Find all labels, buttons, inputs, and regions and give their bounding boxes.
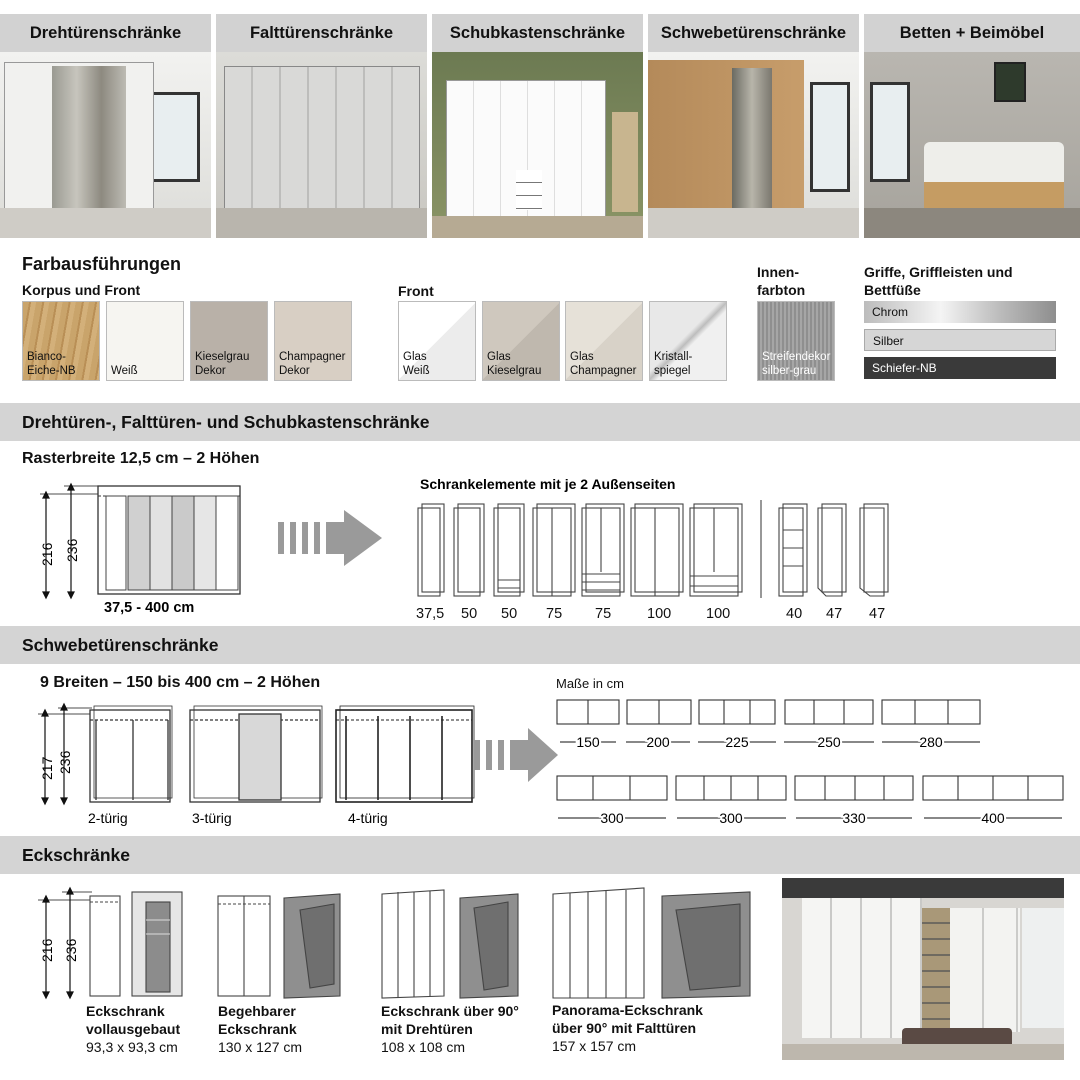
swatch-champagner[interactable]: [274, 301, 352, 381]
corner-caption-3: [381, 1002, 519, 1056]
category-tab-falttueren[interactable]: [216, 14, 427, 238]
swatch-glas-champagner[interactable]: [565, 301, 643, 381]
swatch-label: Kieselgrau Dekor: [195, 351, 250, 377]
category-image-drehtueren: [0, 52, 211, 238]
element-width: 40: [786, 606, 803, 622]
swatch-bianco-eiche[interactable]: [22, 301, 100, 381]
section-title-eckschraenke: Eckschränke: [0, 836, 1080, 874]
corner-size: 108 x 108 cm: [381, 1039, 466, 1055]
arrow-icon: [474, 728, 558, 782]
width-value: 300: [600, 810, 624, 826]
corner-caption-1: [86, 1002, 180, 1056]
corner-name: vollausgebaut: [86, 1021, 181, 1037]
section-title-drehtueren: Drehtüren-, Falttüren- und Schubkastenschränke: [0, 403, 1080, 441]
handle-schiefer[interactable]: [864, 357, 1056, 379]
wardrobe-3door: [190, 706, 322, 802]
element-width: 50: [501, 606, 518, 622]
corner-size: 130 x 127 cm: [218, 1039, 303, 1055]
category-image-betten: [864, 52, 1080, 238]
swatch-streifendekor[interactable]: [757, 301, 835, 381]
korpus-label: Korpus und Front: [22, 282, 141, 298]
corner-name: Eckschrank über 90°: [381, 1003, 519, 1019]
door-type-label: 2-türig: [88, 810, 128, 826]
dim-217: 217: [39, 756, 55, 780]
corner-name: Eckschrank: [86, 1003, 165, 1019]
section2-diagram: [0, 694, 1080, 834]
corner-unit-3: [382, 890, 518, 998]
width-value: 150: [576, 734, 600, 750]
element-width: 47: [869, 606, 886, 622]
width-value: 225: [725, 734, 749, 750]
element-width: 75: [595, 606, 612, 622]
category-image-schubkasten: [432, 52, 643, 238]
width-value: 200: [646, 734, 670, 750]
width-value: 330: [842, 810, 866, 826]
corner-unit-2: [218, 894, 340, 998]
corner-size: 93,3 x 93,3 cm: [86, 1039, 178, 1055]
corner-caption-2: [218, 1002, 302, 1056]
swatch-label: Champagner Dekor: [279, 351, 346, 377]
swatch-kieselgrau[interactable]: [190, 301, 268, 381]
door-type-label: 4-türig: [348, 810, 388, 826]
category-tab-schwebetueren[interactable]: [648, 14, 859, 238]
width-value: 300: [719, 810, 743, 826]
element-width: 50: [461, 606, 478, 622]
category-label: Betten + Beimöbel: [864, 14, 1080, 52]
width-range: 37,5 - 400 cm: [104, 600, 195, 616]
swatch-label: Weiß: [111, 365, 138, 377]
corner-name: Eckschrank: [218, 1021, 297, 1037]
corner-unit-1: [90, 892, 182, 996]
swatch-label: Bianco- Eiche-NB: [27, 351, 76, 377]
width-options-row2: [557, 776, 1063, 800]
element-width: 100: [647, 606, 672, 622]
section1-diagram: [0, 470, 1080, 625]
handle-label: Schiefer-NB: [872, 361, 937, 375]
door-type-label: 3-türig: [192, 810, 232, 826]
handle-label: Silber: [873, 334, 904, 348]
swatch-glas-kieselgrau[interactable]: [482, 301, 560, 381]
corner-size: 157 x 157 cm: [552, 1038, 637, 1054]
width-options-row1: [557, 700, 980, 724]
category-label: Schwebetürenschränke: [648, 14, 859, 52]
innen-label: Innen- farbton: [757, 264, 806, 298]
element-width: 100: [706, 606, 731, 622]
wardrobe-2door: [90, 706, 172, 802]
wardrobe-drawing: [98, 486, 240, 594]
elements-title: Schrankelemente mit je 2 Außenseiten: [420, 476, 676, 492]
width-value: 280: [919, 734, 943, 750]
corner-caption-4: [552, 1001, 703, 1055]
colors-title: Farbausführungen: [22, 254, 182, 274]
corner-name: mit Drehtüren: [381, 1021, 473, 1037]
element-width: 47: [826, 606, 843, 622]
element-width: 75: [546, 606, 563, 622]
section2-subtitle: 9 Breiten – 150 bis 400 cm – 2 Höhen: [40, 674, 321, 691]
width-value: 250: [817, 734, 841, 750]
section-title-schwebetueren: Schwebetürenschränke: [0, 626, 1080, 664]
corner-name: über 90° mit Falttüren: [552, 1020, 697, 1036]
griffe-label: Griffe, Griffleisten und Bettfüße: [864, 264, 1013, 298]
corner-name: Panorama-Eckschrank: [552, 1002, 703, 1018]
handle-label: Chrom: [872, 305, 909, 319]
dim-236: 236: [57, 750, 73, 774]
swatch-label: Glas Kieselgrau: [487, 351, 542, 377]
dim-236: 236: [64, 538, 80, 562]
handle-silber[interactable]: [864, 329, 1056, 351]
corner-unit-4: [553, 888, 750, 998]
swatch-kristallspiegel[interactable]: [649, 301, 727, 381]
swatch-label: Streifendekor silber-grau: [762, 351, 831, 377]
category-image-schwebetueren: [648, 52, 859, 238]
corner-room-photo: [782, 878, 1064, 1060]
element-units: [418, 500, 888, 598]
category-label: Schubkastenschränke: [432, 14, 643, 52]
category-tab-schubkasten[interactable]: [432, 14, 643, 238]
swatch-label: Glas Champagner: [570, 351, 637, 377]
corner-name: Begehbarer: [218, 1003, 296, 1019]
category-label: Drehtürenschränke: [0, 14, 211, 52]
units-label-text: Maße in cm: [556, 676, 624, 691]
swatch-glas-weiss[interactable]: [398, 301, 476, 381]
category-tab-betten[interactable]: [864, 14, 1080, 238]
element-width: 37,5: [416, 606, 445, 622]
handle-chrom[interactable]: [864, 301, 1056, 323]
front-label: Front: [398, 283, 434, 299]
section1-subtitle: Rasterbreite 12,5 cm – 2 Höhen: [22, 450, 260, 467]
arrow-icon: [278, 510, 382, 566]
category-image-falttueren: [216, 52, 427, 238]
dim-216: 216: [39, 938, 55, 962]
category-label: Falttürenschränke: [216, 14, 427, 52]
width-value: 400: [981, 810, 1005, 826]
dim-236: 236: [63, 938, 79, 962]
swatch-weiss[interactable]: [106, 301, 184, 381]
swatch-label: Kristall- spiegel: [654, 351, 693, 377]
category-tab-drehtueren[interactable]: [0, 14, 211, 238]
wardrobe-4door: [336, 706, 474, 802]
dim-216: 216: [39, 542, 55, 566]
swatch-label: Glas Weiß: [403, 351, 430, 377]
